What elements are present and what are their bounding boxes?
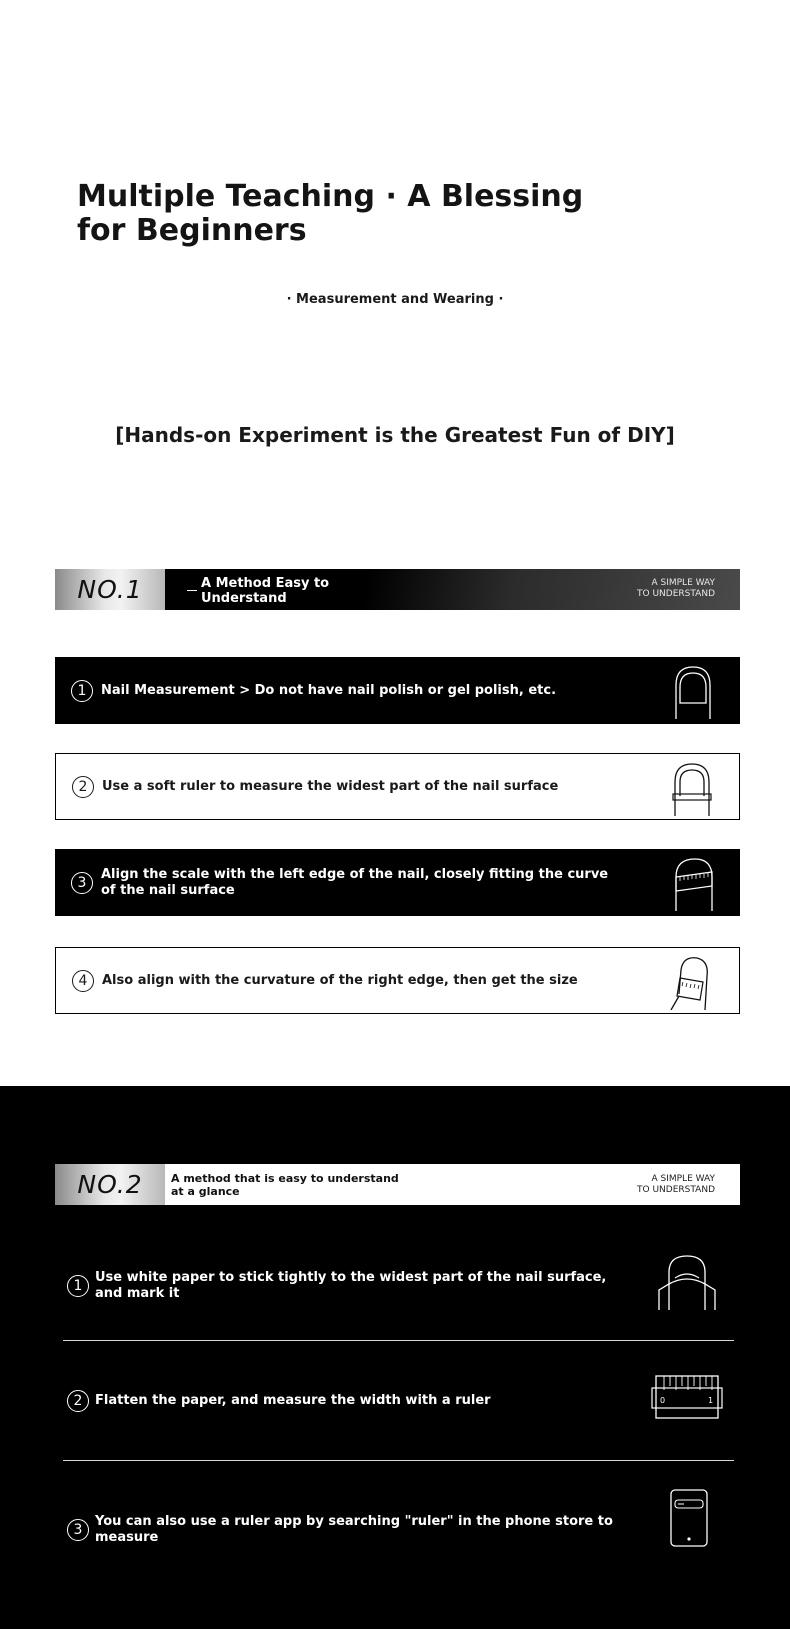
page-tagline: [Hands-on Experiment is the Greatest Fun of DIY]: [115, 423, 675, 447]
step-text: You can also use a ruler app by searching "ruler" in the phone store to measure: [95, 1514, 613, 1545]
step-text: Nail Measurement > Do not have nail polish or gel polish, etc.: [101, 682, 557, 698]
fingernail-icon: [668, 663, 718, 719]
step-text: Use white paper to stick tightly to the widest part of the nail surface, and mark it: [95, 1270, 607, 1301]
step-text: Flatten the paper, and measure the width with a ruler: [95, 1393, 491, 1408]
method-step-2: [55, 1390, 740, 1412]
step-card-1: [55, 657, 740, 724]
step-number: 2: [67, 1390, 89, 1412]
section2-heading: A method that is easy to understand at a glance: [171, 1172, 399, 1198]
step-card-2: [55, 753, 740, 820]
heading-dash: [187, 590, 197, 591]
page-title: Multiple Teaching · A Blessing for Beginners: [77, 179, 584, 248]
method-step-1: [55, 1270, 740, 1302]
ruler-label-1: 1: [708, 1396, 714, 1405]
step-number: 1: [71, 680, 93, 702]
step-text: Align the scale with the left edge of the nail, closely fitting the curve of the nail surface: [101, 866, 609, 898]
section2-badge: NO.2: [55, 1164, 165, 1205]
section1-banner: [55, 569, 740, 610]
ruler-icon: [650, 1370, 724, 1430]
section1-heading: A Method Easy to Understand: [187, 576, 387, 606]
step-number: 3: [67, 1519, 89, 1541]
finger-size-icon: [667, 954, 717, 1010]
row-divider: [63, 1340, 734, 1341]
row-divider: [63, 1460, 734, 1461]
section2-banner-body: [165, 1164, 740, 1205]
step-text: Use a soft ruler to measure the widest part of the nail surface: [102, 778, 559, 794]
step-card-3: [55, 849, 740, 916]
section2-side-text: A SIMPLE WAY TO UNDERSTAND: [637, 1174, 715, 1195]
section1-side-text: A SIMPLE WAY TO UNDERSTAND: [637, 578, 715, 599]
section1-badge: NO.1: [55, 569, 165, 610]
finger-scale-icon: [668, 855, 718, 911]
method-step-3: [55, 1514, 740, 1546]
step-number: 3: [71, 872, 93, 894]
section2-banner: [55, 1164, 740, 1205]
step-number: 2: [72, 776, 94, 798]
step-number: 4: [72, 970, 94, 992]
step-number: 1: [67, 1275, 89, 1297]
paper-wrap-icon: [655, 1250, 719, 1310]
section1-banner-body: [165, 569, 740, 610]
step-card-4: [55, 947, 740, 1014]
page-subtitle: · Measurement and Wearing ·: [286, 292, 504, 307]
ruler-label-0: 0: [660, 1396, 666, 1405]
phone-icon: [668, 1488, 710, 1548]
finger-ruler-icon: [667, 760, 717, 816]
step-text: Also align with the curvature of the right edge, then get the size: [102, 972, 578, 988]
